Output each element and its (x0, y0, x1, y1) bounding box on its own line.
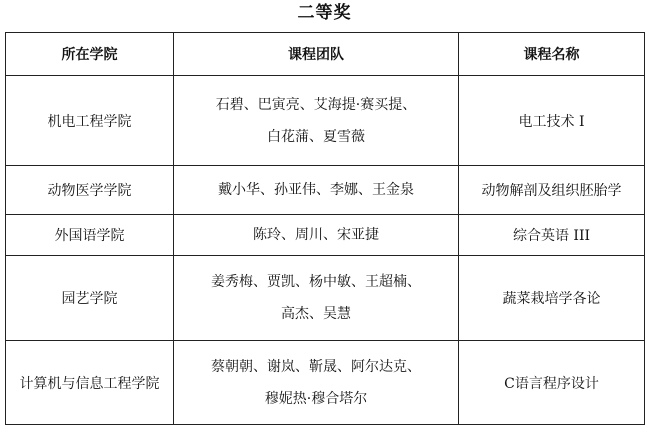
college-cell: 计算机与信息工程学院 (6, 341, 174, 425)
header-course: 课程名称 (459, 33, 645, 76)
page-title: 二等奖 (297, 3, 352, 23)
team-line: 白花蒲、夏雪薇 (267, 128, 365, 145)
course-cell: C语言程序设计 (459, 341, 645, 425)
team-cell (174, 76, 459, 166)
team-cell (174, 256, 459, 341)
team-line: 陈玲、周川、宋亚捷 (253, 227, 379, 243)
college-cell: 动物医学学院 (6, 166, 174, 215)
team-line: 石碧、巴寅亮、艾海提·赛买提、 (215, 96, 417, 113)
course-cell: 综合英语 III (459, 215, 645, 256)
table-row (6, 256, 645, 341)
course-cell: 电工技术 I (459, 76, 645, 166)
table-header-row (6, 33, 645, 76)
college-cell: 外国语学院 (6, 215, 174, 256)
table-row (6, 166, 645, 215)
team-cell (174, 215, 459, 256)
college-cell: 机电工程学院 (6, 76, 174, 166)
award-table (5, 32, 645, 425)
team-line: 高杰、吴慧 (281, 306, 351, 322)
header-college: 所在学院 (6, 33, 174, 76)
college-cell: 园艺学院 (6, 256, 174, 341)
course-cell: 蔬菜栽培学各论 (459, 256, 645, 341)
team-line: 蔡朝朝、谢岚、靳晟、阿尔达克、 (211, 358, 421, 375)
table-row (6, 76, 645, 166)
team-line: 穆妮热·穆合塔尔 (264, 390, 368, 407)
team-cell (174, 341, 459, 425)
table-row (6, 215, 645, 256)
team-line: 戴小华、孙亚伟、李娜、王金泉 (218, 182, 414, 198)
header-team: 课程团队 (174, 33, 459, 76)
team-cell (174, 166, 459, 215)
course-cell: 动物解剖及组织胚胎学 (459, 166, 645, 215)
table-row (6, 341, 645, 425)
team-line: 姜秀梅、贾凯、杨中敏、王超楠、 (211, 274, 421, 290)
